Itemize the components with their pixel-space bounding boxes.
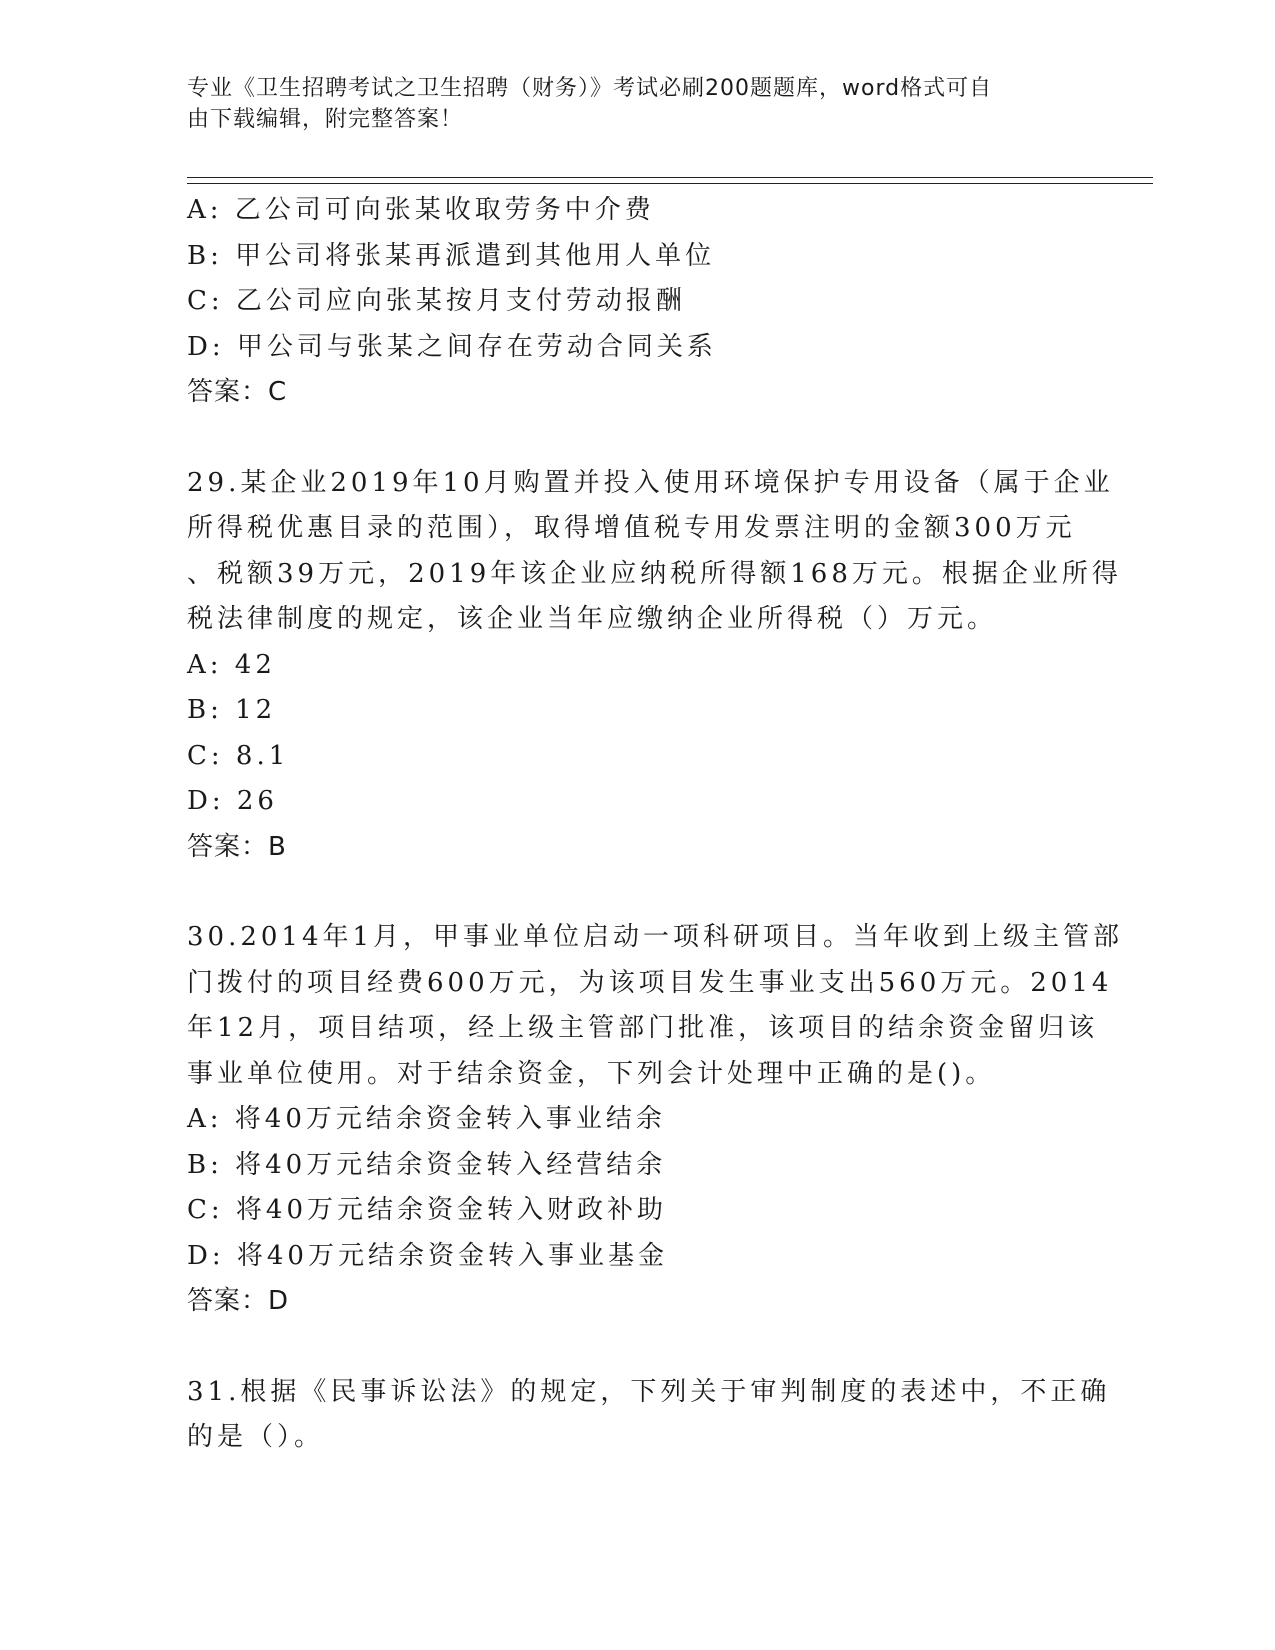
question-stem-line: 31.根据《民事诉讼法》的规定，下列关于审判制度的表述中，不正确 [187, 1376, 1111, 1407]
question-28 [187, 188, 1087, 416]
question-30 [187, 915, 1124, 1325]
option-d: D: 将40万元结余资金转入事业基金 [187, 1240, 668, 1271]
answer-line: 答案：B [187, 831, 287, 862]
option-c: C: 乙公司应向张某按月支付劳动报酬 [187, 286, 686, 316]
document-header [187, 73, 1067, 135]
question-stem-line: 所得税优惠目录的范围），取得增值税专用发票注明的金额300万元 [187, 513, 1076, 543]
answer-line: 答案：D [187, 1286, 290, 1316]
option-a: A: 乙公司可向张某收取劳务中介费 [187, 195, 655, 225]
question-31 [187, 1370, 1111, 1461]
question-list [187, 188, 1124, 1461]
header-line-1: 专业《卫生招聘考试之卫生招聘（财务）》考试必刷200题题库，word格式可自 [187, 76, 993, 101]
question-stem-line: 的是（）。 [187, 1422, 325, 1452]
question-stem-line: 、税额39万元，2019年该企业应纳税所得额168万元。根据企业所得 [187, 558, 1122, 589]
header-divider-bottom [187, 183, 1153, 184]
question-stem-line: 年12月，项目结项，经上级主管部门批准，该项目的结余资金留归该 [187, 1013, 1099, 1043]
option-d: D: 26 [187, 786, 278, 816]
question-stem-line: 事业单位使用。对于结余资金，下列会计处理中正确的是()。 [187, 1058, 996, 1089]
option-a: A: 42 [187, 649, 276, 680]
option-d: D: 甲公司与张某之间存在劳动合同关系 [187, 331, 717, 362]
option-b: B: 甲公司将张某再派遣到其他用人单位 [187, 240, 716, 271]
question-29 [187, 461, 1122, 871]
header-divider-top [187, 177, 1153, 178]
option-b: B: 12 [187, 695, 277, 725]
question-stem-line: 30.2014年1月，甲事业单位启动一项科研项目。当年收到上级主管部 [187, 922, 1124, 952]
question-stem-line: 税法律制度的规定，该企业当年应缴纳企业所得税（）万元。 [187, 604, 998, 634]
option-b: B: 将40万元结余资金转入经营结余 [187, 1149, 667, 1180]
option-a: A: 将40万元结余资金转入事业结余 [187, 1104, 666, 1134]
question-stem-line: 29.某企业2019年10月购置并投入使用环境保护专用设备（属于企业 [187, 467, 1114, 498]
answer-line: 答案：C [187, 377, 288, 407]
header-line-2: 由下载编辑，附完整答案！ [187, 107, 464, 132]
question-stem-line: 门拨付的项目经费600万元，为该项目发生事业支出560万元。2014 [187, 967, 1113, 998]
option-c: C: 8.1 [187, 740, 290, 771]
option-c: C: 将40万元结余资金转入财政补助 [187, 1195, 668, 1225]
